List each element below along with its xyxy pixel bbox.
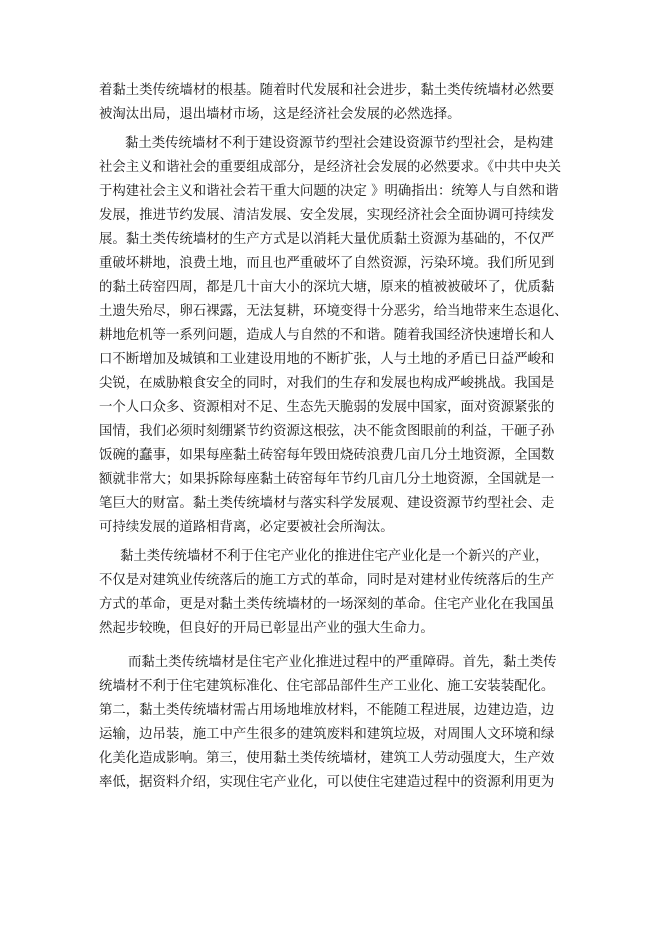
- text-line: 不仅是对建筑业传统落后的施工方式的革命，同时是对建材业传统落后的生产: [99, 573, 555, 588]
- text-line: 化美化造成影响。第三，使用黏土类传统墙材，建筑工人劳动强度大，生产效: [99, 751, 555, 766]
- text-line: 口不断增加及城镇和工业建设用地的不断扩张，人与土地的矛盾已日益严峻和: [99, 352, 555, 367]
- text-line: 第二，黏土类传统墙材需占用场地堆放材料，不能随工程进展，边建边造，边: [99, 703, 555, 718]
- text-line: 耕地危机等一系列问题，造成人与自然的不和谐。随着我国经济快速增长和人: [99, 328, 555, 343]
- text-line: 尖锐，在威胁粮食安全的同时，对我们的生存和发展也构成严峻挑战。我国是: [99, 376, 555, 391]
- text-line: 着黏土类传统墙材的根基。随着时代发展和社会进步，黏土类传统墙材必然要: [99, 83, 555, 98]
- paragraph-first-line: 黏土类传统墙材不利于建设资源节约型社会建设资源节约型社会，是构建: [125, 136, 554, 151]
- text-line: 运输，边吊装，施工中产生很多的建筑废料和建筑垃圾，对周围人文环境和绿: [99, 727, 555, 742]
- text-line: 方式的革命，更是对黏土类传统墙材的一场深刻的革命。住宅产业化在我国虽: [99, 597, 555, 612]
- text-line: 额就非常大；如果拆除每座黏土砖窑每年节约几亩几分土地资源，全国就是一: [99, 472, 555, 487]
- text-line: 的黏土砖窑四周，都是几十亩大小的深坑大塘，原来的植被被破坏了，优质黏: [99, 280, 555, 295]
- text-line: 饭碗的蠢事，如果每座黏土砖窑每年毁田烧砖浪费几亩几分土地资源，全国数: [99, 448, 555, 463]
- text-line: 统墙材不利于住宅建筑标准化、住宅部品部件生产工业化、施工安装装配化。: [99, 679, 555, 694]
- text-line: 土遗失殆尽，卵石裸露，无法复耕，环境变得十分恶劣，给当地带来生态退化、: [99, 304, 568, 319]
- text-line: 被淘汰出局，退出墙材市场，这是经济社会发展的必然选择。: [99, 107, 461, 122]
- text-line: 展。黏土类传统墙材的生产方式是以消耗大量优质黏土资源为基础的，不仅严: [99, 232, 555, 247]
- text-line: 率低，据资料介绍，实现住宅产业化，可以使住宅建造过程中的资源利用更为: [99, 775, 555, 790]
- text-line: 可持续发展的道路相背离，必定要被社会所淘汰。: [99, 520, 394, 535]
- text-line: 一个人口众多、资源相对不足、生态先天脆弱的发展中国家，面对资源紧张的: [99, 400, 555, 415]
- text-line: 于构建社会主义和谐社会若干重大问题的决定 》明确指出：统筹人与自然和谐: [99, 184, 559, 199]
- paragraph-first-line: 黏土类传统墙材不利于住宅产业化的推进住宅产业化是一个新兴的产业，: [120, 549, 549, 564]
- text-line: 笔巨大的财富。黏土类传统墙材与落实科学发展观、建设资源节约型社会、走: [99, 496, 555, 511]
- text-line: 然起步较晚，但良好的开局已彰显出产业的强大生命力。: [99, 621, 434, 636]
- text-line: 发展，推进节约发展、清洁发展、安全发展，实现经济社会全面协调可持续发: [99, 208, 555, 223]
- text-line: 重破坏耕地，浪费土地，而且也严重破坏了自然资源，污染环境。我们所见到: [99, 256, 555, 271]
- text-line: 社会主义和谐社会的重要组成部分，是经济社会发展的必然要求。《中共中央关: [99, 160, 561, 175]
- text-line: 国情，我们必须时刻绷紧节约资源这根弦，决不能贪图眼前的利益，干砸子孙: [99, 424, 555, 439]
- paragraph-first-line: 而黏土类传统墙材是住宅产业化推进过程中的严重障碍。首先，黏土类传: [128, 655, 557, 670]
